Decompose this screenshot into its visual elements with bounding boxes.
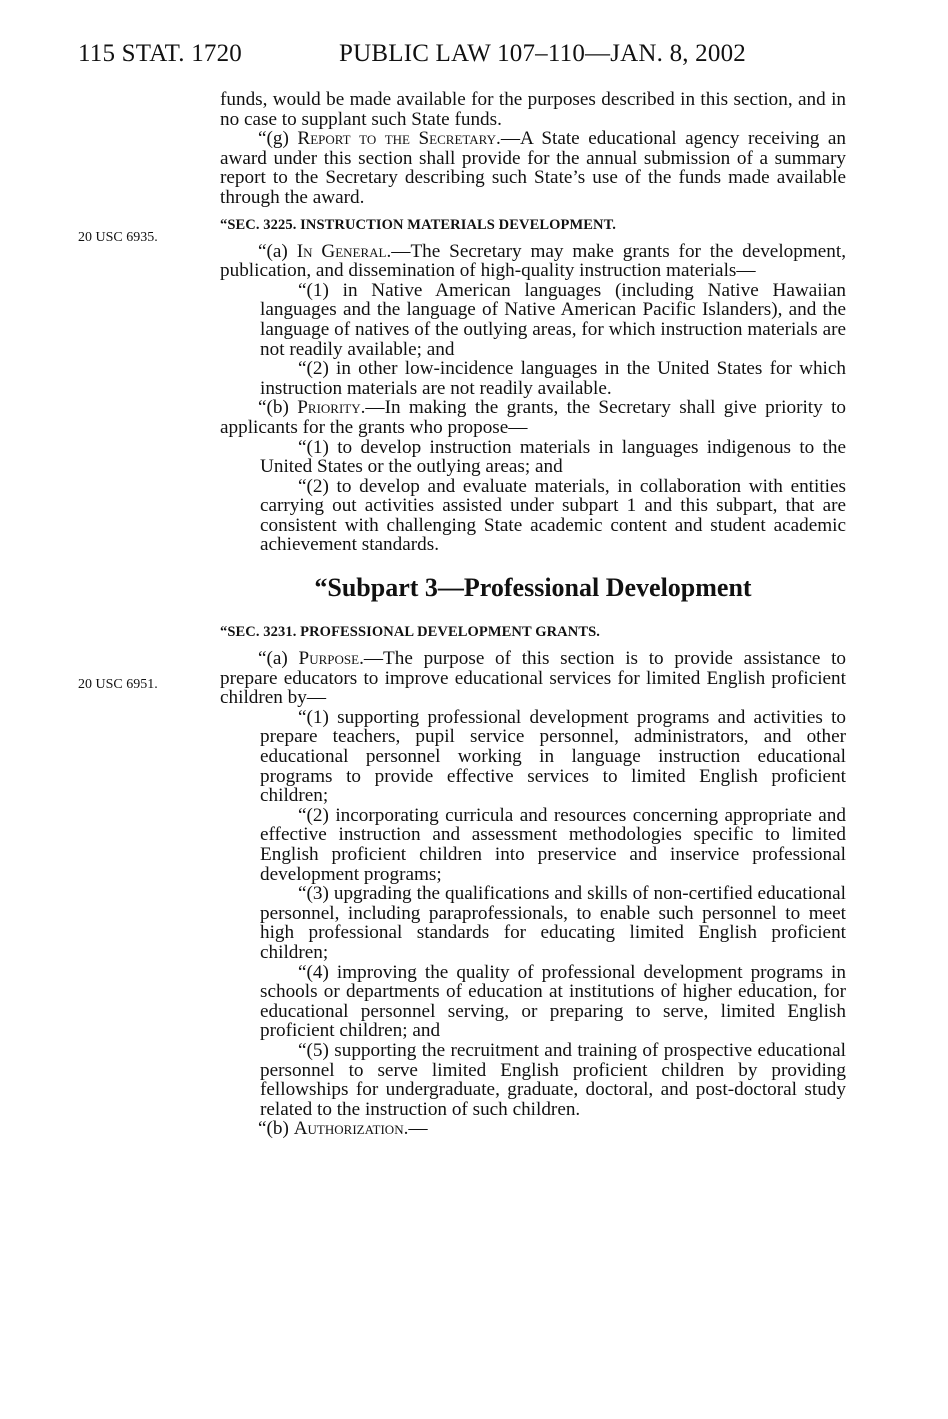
paragraph-b-text: .—In making the grants, the Secretary shall give priority to applicants for the grants who propose— — [220, 397, 846, 438]
paragraph-purpose-heading: Purpose — [298, 648, 360, 670]
paragraph-g-lead: “(g) — [258, 128, 298, 150]
margin-note-usc-6951: 20 USC 6951. — [78, 677, 158, 692]
paragraph-purpose-4: “(4) improving the quality of professional development programs in schools or departments of education at institutions of higher education, for educational personnel serving, or preparing to serve, limited English proficient children; and — [260, 961, 846, 1042]
paragraph-auth-heading: Authorization — [293, 1118, 404, 1140]
paragraph-purpose-1: “(1) supporting professional development programs and activities to prepare teachers, pupil service personnel, administrators, and other educational personnel working in language instruction educational programs to provide effective services to limited English proficient children; — [260, 706, 846, 807]
paragraph-a-1: “(1) in Native American languages (including Native Hawaiian languages and the language of Native American Pacific Islanders), and the language of natives of the outlying areas, for which instruction materials are not readily available; and — [260, 279, 846, 360]
margin-note-usc-6935: 20 USC 6935. — [78, 230, 158, 245]
paragraph-b-1: “(1) to develop instruction materials in languages indigenous to the United States or the outlying areas; and — [260, 436, 846, 478]
paragraph-a-in-general — [220, 242, 846, 281]
paragraph-a-2: “(2) in other low-incidence languages in the United States for which instruction materials are not readily available. — [260, 358, 846, 399]
paragraph-a-purpose — [220, 649, 846, 708]
page-body — [220, 90, 846, 1139]
section-3231-heading: “SEC. 3231. PROFESSIONAL DEVELOPMENT GRANTS. — [220, 624, 600, 641]
paragraph-a-text: .—The Secretary may make grants for the development, publication, and dissemination of high-quality instruction materials— — [220, 240, 847, 282]
paragraph-a-heading: In General — [296, 240, 387, 262]
paragraph-g-text: .—A State educational agency receiving an award under this section shall provide for the annual submission of a summary report to the Secretary describing such State’s use of the funds made available through the award. — [220, 128, 847, 208]
paragraph-a-lead: “(a) — [258, 240, 297, 262]
paragraph-g-report — [220, 129, 846, 207]
paragraph-b-priority — [220, 398, 846, 437]
paragraph-b-heading: Priority — [297, 397, 361, 419]
running-title: PUBLIC LAW 107–110—JAN. 8, 2002 — [339, 40, 746, 67]
paragraph-funds-continuation: funds, would be made available for the purposes described in this section, and in no case to supplant such State funds. — [220, 89, 846, 130]
section-3225-heading: “SEC. 3225. INSTRUCTION MATERIALS DEVELOPMENT. — [220, 216, 617, 233]
paragraph-purpose-5: “(5) supporting the recruitment and training of prospective educational personnel to serve limited English proficient children by providing fellowships for undergraduate, graduate, doctoral, and post-doctoral study related to the instruction of such children. — [260, 1039, 846, 1120]
paragraph-purpose-lead: “(a) — [258, 648, 299, 670]
paragraph-purpose-3: “(3) upgrading the qualifications and skills of non-certified educational personnel, including paraprofessionals, to enable such personnel to meet high professional standards for educating limited English proficient children; — [260, 883, 846, 963]
paragraph-b-2: “(2) to develop and evaluate materials, in collaboration with entities carrying out activities assisted under subpart 1 and this subpart, that are consistent with challenging State academic content and student academic achievement standards. — [260, 475, 846, 556]
paragraph-auth-text: .— — [403, 1118, 428, 1140]
paragraph-purpose-text: .—The purpose of this section is to provide assistance to prepare educators to improve educational services for limited English proficient children by— — [220, 648, 847, 709]
page-number: 115 STAT. 1720 — [78, 40, 242, 67]
paragraph-purpose-2: “(2) incorporating curricula and resources concerning appropriate and effective instruction and assessment methodologies specific to limited English proficient children into preservice and inservice professional development programs; — [260, 804, 846, 885]
paragraph-b-authorization — [220, 1119, 846, 1139]
subpart-3-heading: “Subpart 3—Professional Development — [314, 573, 752, 603]
paragraph-auth-lead: “(b) — [258, 1118, 294, 1140]
paragraph-g-heading: Report to the Secretary — [297, 128, 497, 150]
paragraph-b-lead: “(b) — [258, 397, 298, 419]
